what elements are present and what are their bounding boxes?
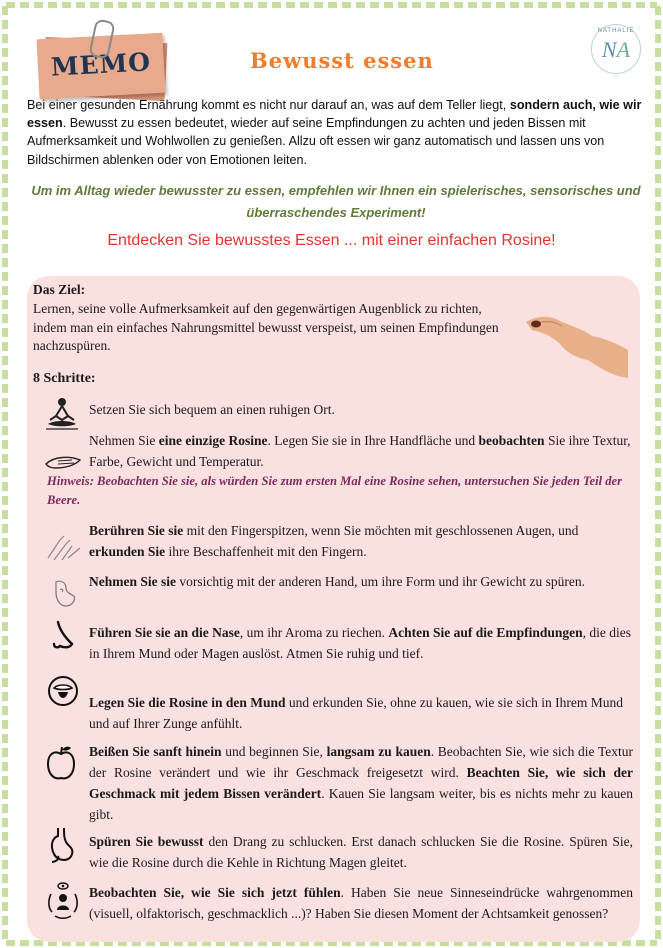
step-7: Beißen Sie sanft hinein und beginnen Sie, langsam zu kauen. Beobachten Sie, wie sich die Textur der Rosine verändert und wie ihr Geschmack freigesetzt wird. Beachten Sie, wie sich der Geschmack mit jedem Bissen verändert. Kauen Sie langsam weiter, bis es nichts mehr zu kauen gibt. [89,744,633,822]
step-hint: Hinweis: Beobachten Sie sie, als würden Sie zum ersten Mal eine Rosine sehen, untersuchen Sie jeden Teil der Beere. [47,474,623,507]
intro-paragraph: Bei einer gesunden Ernährung kommt es nicht nur darauf an, was auf dem Teller liegt, sondern auch, wie wir essen. Bewusst zu essen bedeutet, wieder auf seine Empfindungen zu achten und jeden Bissen mit Aufmerksamkeit und Wohlwollen zu genießen. Allzu oft essen wir ganz automatisch und lassen uns von Bildschirmen ablenken oder von Emotionen leiten. [27,98,642,167]
step-9: Beobachten Sie, wie Sie sich jetzt fühlen. Haben Sie neue Sinneseindrücke wahrgenommen (visuell, olfaktorisch, geschmacklich ...)? Haben Sie diesen Moment der Achtsamkeit genossen? [89,885,633,921]
touching-fingers-icon [44,530,84,562]
page-border-left [2,6,8,942]
hand-holding-raisin-icon [522,300,632,380]
experiment-invitation: Um im Alltag wieder bewusster zu essen, empfehlen wir Ihnen ein spielerisches, sensorisches und überraschendes Experiment! [31,183,641,220]
step-5: Führen Sie sie an die Nase, um ihr Aroma zu riechen. Achten Sie auf die Empfindungen, die dies in Ihrem Mund oder Magen auslöst. Atmen Sie ruhig und tief. [89,625,632,661]
holding-fingers-icon [50,578,80,610]
self-reflection-icon [46,880,80,920]
goal-text: Lernen, seine volle Aufmerksamkeit auf den gegenwärtigen Augenblick zu richten, indem man ein einfaches Nahrungsmittel bewusst verspeist, um seinen Empfindungen nachzuspüren. [33,301,499,354]
raisin-headline: Entdecken Sie bewusstes Essen ... mit einer einfachen Rosine! [107,232,556,249]
step-3: Berühren Sie sie mit den Fingerspitzen, wenn Sie möchten mit geschlossenen Augen, und erkunden Sie ihre Beschaffenheit mit den Fingern. [89,523,579,559]
page-border-top [6,2,657,8]
step-4: Nehmen Sie sie vorsichtig mit der anderen Hand, um ihre Form und ihr Gewicht zu spüren. [89,574,586,589]
step-1: Setzen Sie sich bequem an einen ruhigen Ort. [89,402,335,417]
step-8: Spüren Sie bewusst den Drang zu schlucken. Erst danach schlucken Sie die Rosine. Spüren Sie, wie die Rosine durch die Kehle in Richtung Magen gleitet. [89,834,633,870]
steps-heading: 8 Schritte: [33,371,96,386]
logo-monogram: NA [601,37,631,62]
apple-icon [46,744,76,782]
logo [591,24,641,74]
step-6: Legen Sie die Rosine in den Mund und erkunden Sie, ohne zu kauen, wie sie sich in Ihrem Mund und auf Ihrer Zunge anfühlt. [89,695,623,731]
stomach-icon [48,826,76,864]
nose-icon [50,620,78,654]
memo-label: MEMO [50,47,152,82]
mouth-icon [46,674,80,708]
goal-heading: Das Ziel: [33,282,86,297]
open-hand-icon [44,452,84,472]
meditation-icon [44,396,80,430]
page-title: Bewusst essen [250,48,434,73]
step-2: Nehmen Sie eine einzige Rosine. Legen Sie sie in Ihre Handfläche und beobachten Sie ihre Textur, Farbe, Gewicht und Temperatur. [89,433,631,469]
page-border-right [655,6,661,942]
logo-arc-text: NATHALIE [597,28,635,34]
